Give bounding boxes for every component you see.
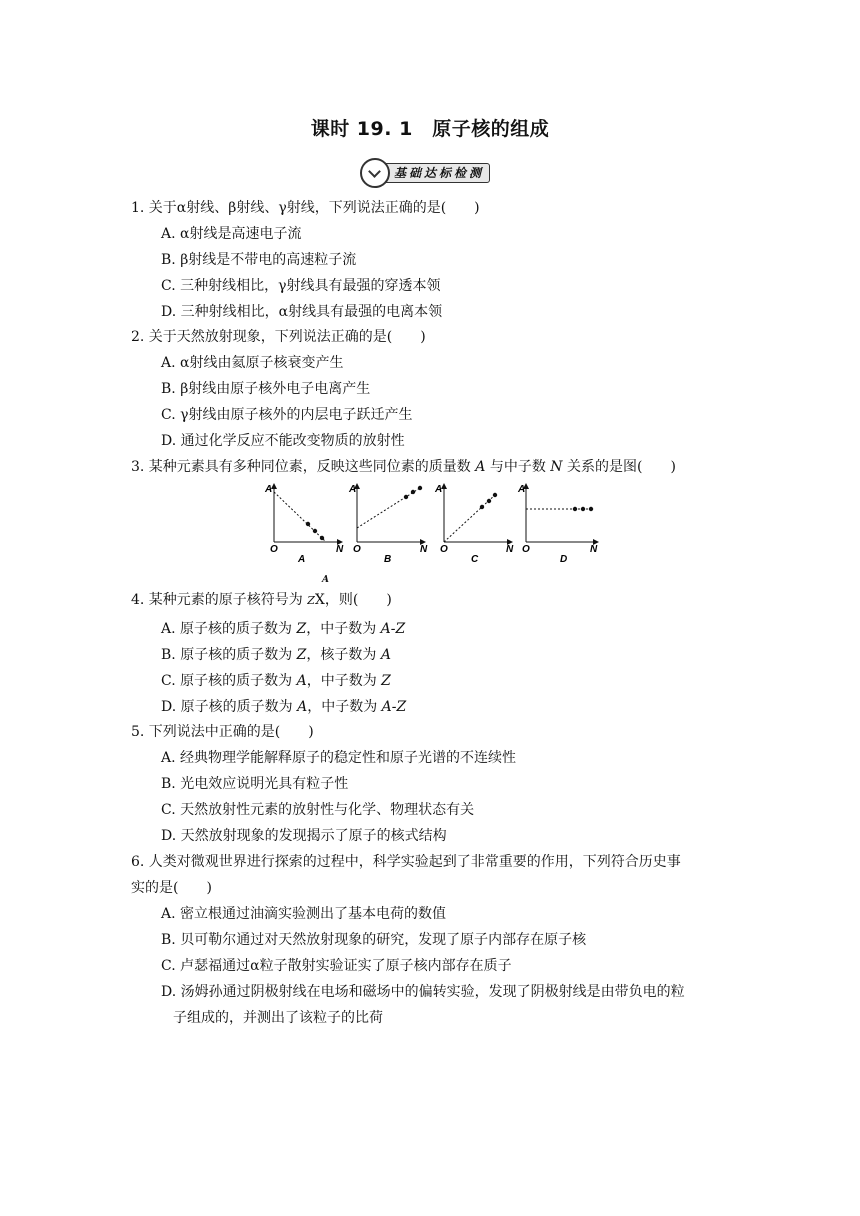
page-title: 课时 19. 1 原子核的组成 (310, 118, 550, 140)
question-6-option-d-line-1: D. 汤姆孙通过阴极射线在电场和磁场中的偏转实验，发现了阴极射线是由带负电的粒 (161, 984, 685, 1000)
figure-a (264, 484, 344, 565)
svg-text:O: O (522, 544, 530, 555)
svg-text:A: A (349, 484, 357, 495)
question-1-option-c: C. 三种射线相比，γ射线具有最强的穿透本领 (161, 278, 441, 294)
question-1-option-d: D. 三种射线相比，α射线具有最强的电离本领 (161, 304, 443, 320)
question-2-option-d: D. 通过化学反应不能改变物质的放射性 (161, 433, 405, 449)
question-5-option-c: C. 天然放射性元素的放射性与化学、物理状态有关 (161, 802, 475, 818)
banner-label: 基础达标检测 (394, 166, 485, 180)
question-3-figures (258, 480, 608, 570)
question-5-option-d: D. 天然放射现象的发现揭示了原子的核式结构 (161, 828, 447, 844)
svg-text:A: A (518, 484, 526, 495)
question-2-option-c: C. γ射线由原子核外的内层电子跃迁产生 (161, 407, 413, 423)
question-4-option-b: B. 原子核的质子数为 Z，核子数为 A (161, 647, 391, 663)
chevron-down-icon (360, 158, 390, 188)
question-4-stem: 4. 某种元素的原子核符号为 ZX，则( ) (131, 592, 392, 608)
question-6-option-b: B. 贝可勒尔通过对天然放射现象的研究，发现了原子内部存在原子核 (161, 932, 587, 948)
question-1-option-b: B. β射线是不带电的高速粒子流 (161, 252, 357, 268)
nuclide-atomic-number: Z (307, 594, 315, 607)
question-6-option-a: A. 密立根通过油滴实验测出了基本电荷的数值 (161, 906, 447, 922)
question-1-option-a: A. α射线是高速电子流 (161, 226, 302, 242)
figure-b (348, 484, 428, 565)
svg-text:A: A (298, 554, 306, 565)
svg-text:C: C (471, 554, 479, 565)
nuclide-mass-number: A (322, 575, 329, 585)
figures-svg (258, 480, 608, 570)
svg-text:N: N (506, 544, 514, 555)
question-3-stem: 3. 某种元素具有多种同位素，反映这些同位素的质量数 A 与中子数 N 关系的是图( ) (131, 459, 676, 475)
svg-text:O: O (270, 544, 278, 555)
svg-text:O: O (440, 544, 448, 555)
figure-c (434, 484, 514, 565)
question-4-option-c: C. 原子核的质子数为 A，中子数为 Z (161, 673, 391, 689)
question-2-option-b: B. β射线由原子核外电子电离产生 (161, 381, 371, 397)
question-4-option-a: A. 原子核的质子数为 Z，中子数为 A-Z (161, 621, 406, 637)
question-6-option-c: C. 卢瑟福通过α粒子散射实验证实了原子核内部存在质子 (161, 958, 512, 974)
svg-text:N: N (420, 544, 428, 555)
question-5-option-b: B. 光电效应说明光具有粒子性 (161, 776, 349, 792)
svg-text:A: A (435, 484, 443, 495)
svg-text:N: N (590, 544, 598, 555)
svg-text:N: N (336, 544, 344, 555)
svg-text:B: B (384, 554, 392, 565)
question-2-stem: 2. 关于天然放射现象，下列说法正确的是( ) (131, 329, 426, 345)
question-6-stem-line-1: 6. 人类对微观世界进行探索的过程中，科学实验起到了非常重要的作用，下列符合历史事 (131, 854, 681, 870)
question-5-option-a: A. 经典物理学能解释原子的稳定性和原子光谱的不连续性 (161, 750, 517, 766)
question-2-option-a: A. α射线由氦原子核衰变产生 (161, 355, 344, 371)
question-6-option-d-line-2: 子组成的，并测出了该粒子的比荷 (173, 1010, 383, 1026)
question-6-stem-line-2: 实的是( ) (131, 880, 212, 896)
question-4-option-d: D. 原子核的质子数为 A，中子数为 A-Z (161, 699, 407, 715)
svg-text:D: D (560, 554, 568, 565)
figure-d (517, 484, 598, 565)
question-1-stem: 1. 关于α射线、β射线、γ射线，下列说法正确的是( ) (131, 200, 480, 216)
section-banner (360, 158, 492, 186)
question-5-stem: 5. 下列说法中正确的是( ) (131, 724, 314, 740)
svg-text:O: O (353, 544, 361, 555)
svg-text:A: A (265, 484, 273, 495)
